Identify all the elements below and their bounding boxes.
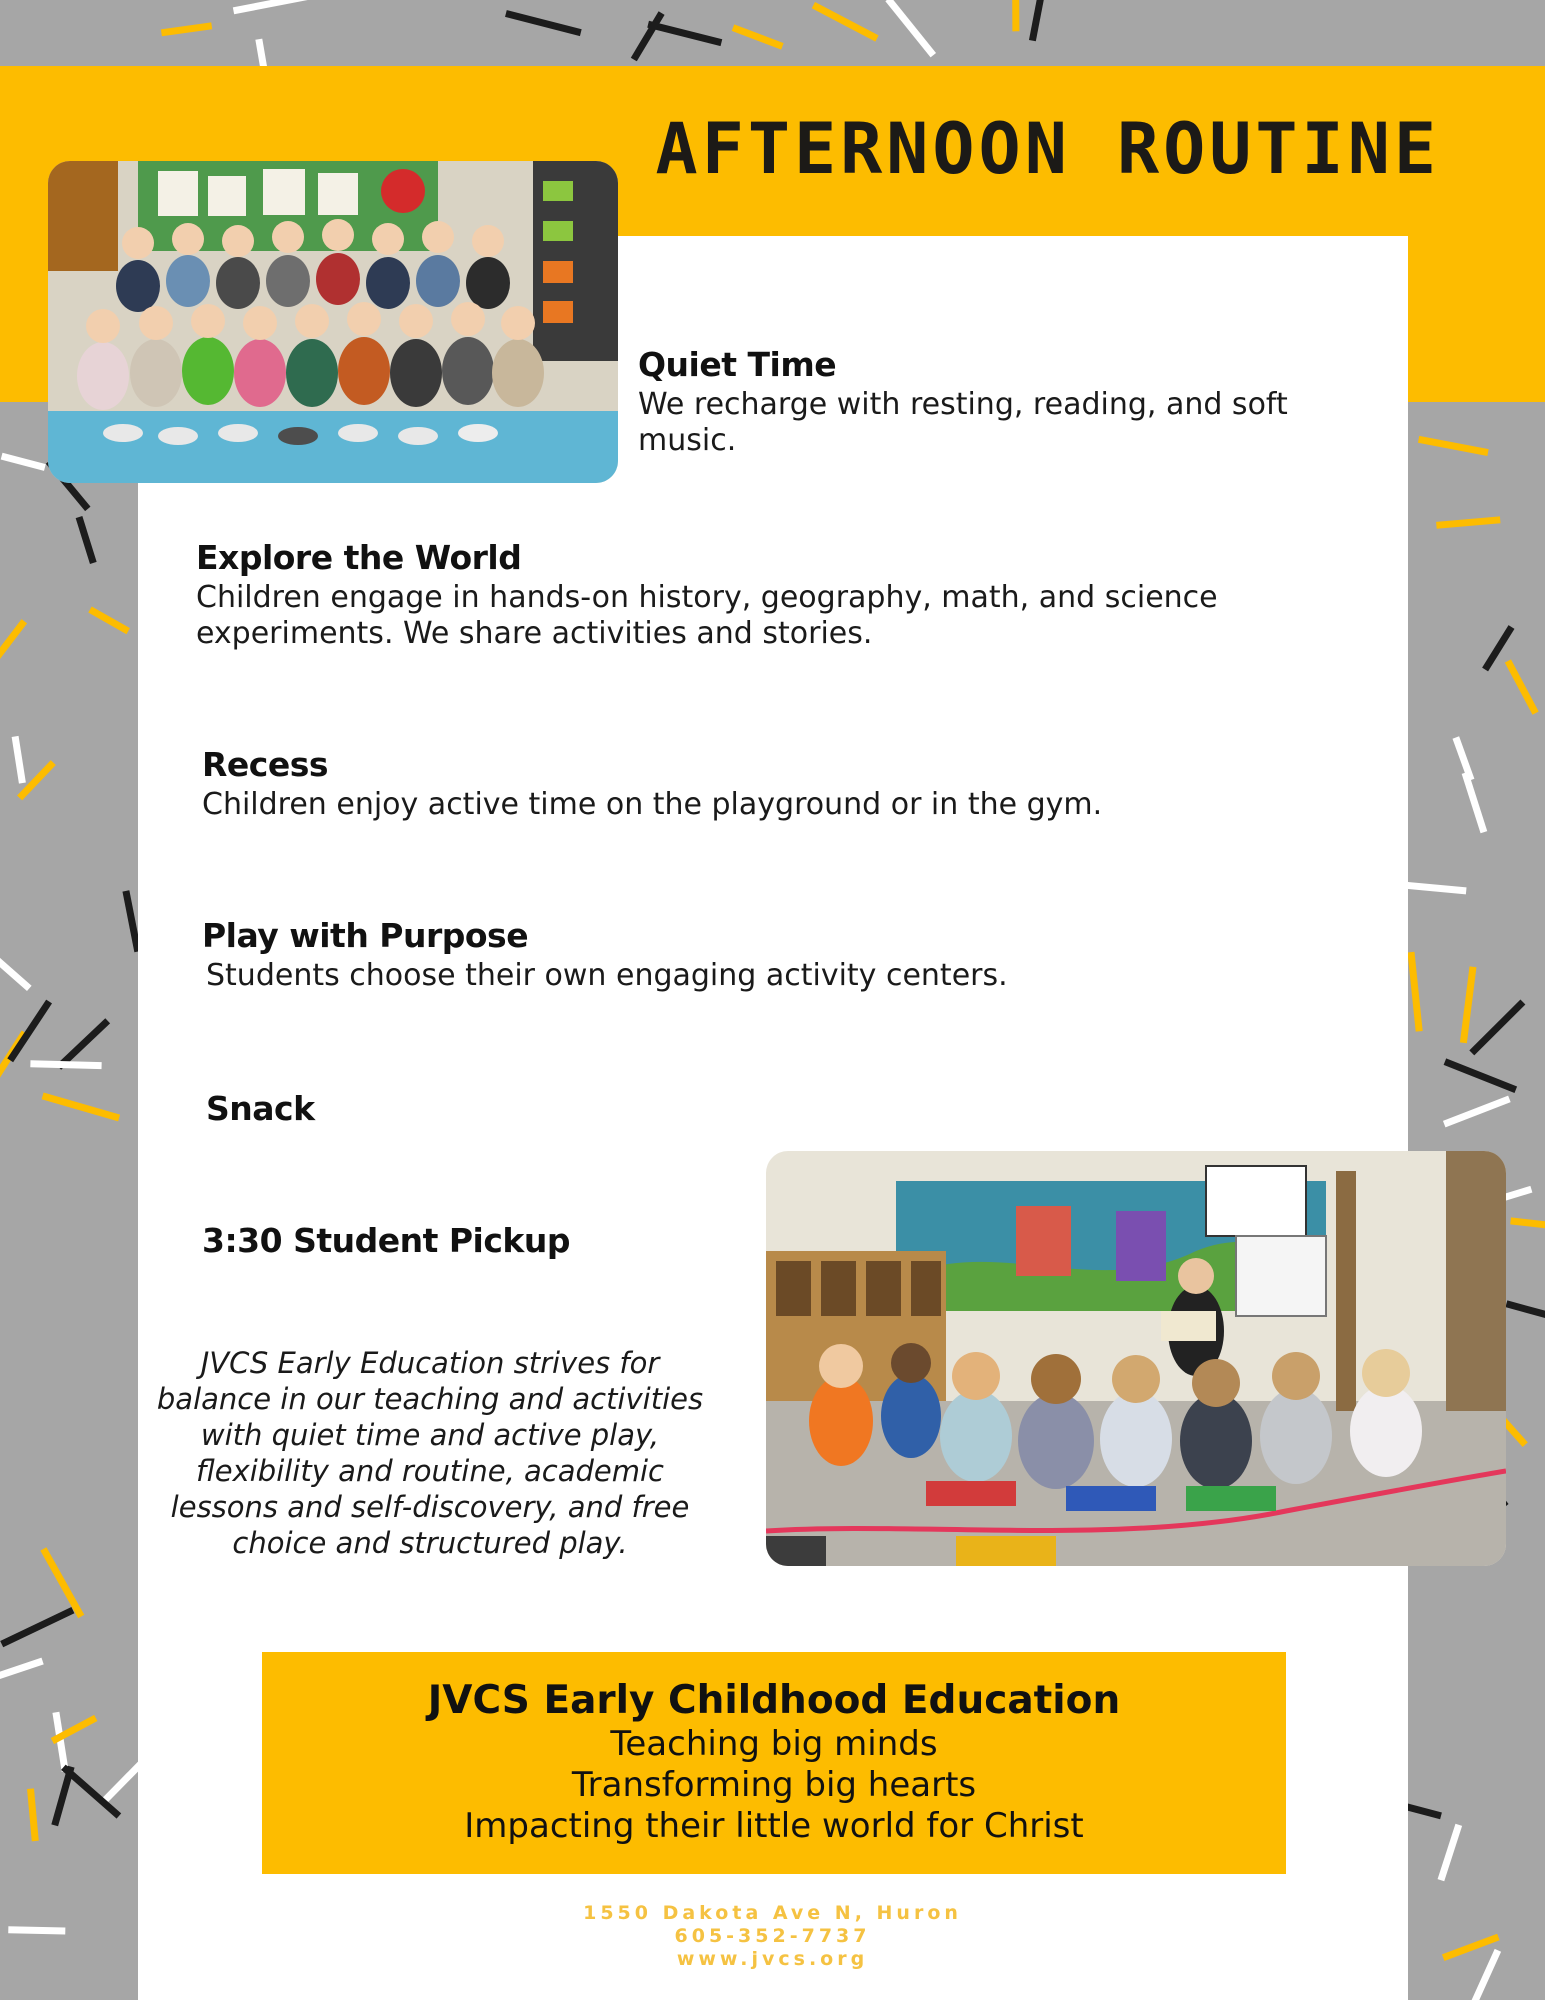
confetti-dash: [2, 1610, 73, 1644]
confetti-dash: [1436, 520, 1500, 526]
confetti-dash: [1445, 1062, 1516, 1090]
confetti-dash: [1419, 439, 1488, 452]
address: 1550 Dakota Ave N, Huron: [583, 1902, 962, 1924]
confetti-dash: [1032, 0, 1044, 41]
routine-item-play-with-purpose: [202, 916, 1352, 994]
class-group-photo: [48, 161, 618, 483]
confetti-dash: [2, 456, 45, 467]
routine-item-student-pickup: [202, 1221, 802, 1261]
confetti-dash: [1401, 885, 1466, 891]
confetti-dash: [10, 1002, 49, 1061]
confetti-dash: [1511, 1221, 1545, 1227]
confetti-dash: [234, 0, 312, 11]
confetti-dash: [126, 891, 138, 952]
confetti-dash: [0, 621, 24, 676]
routine-description: Students choose their own engaging activity centers.: [206, 958, 1008, 993]
routine-description: Children enjoy active time on the playground or in the gym.: [202, 787, 1103, 822]
routine-item-recess: [202, 745, 1352, 823]
confetti-dash: [634, 13, 662, 59]
confetti-dash: [506, 14, 581, 33]
confetti-dash: [648, 24, 721, 43]
routine-item-quiet-time: [638, 345, 1338, 459]
confetti-dash: [161, 26, 211, 33]
organization-name: JVCS Early Childhood Education: [427, 1678, 1121, 1723]
confetti-dash: [15, 736, 22, 783]
confetti-dash: [888, 0, 933, 55]
routine-item-explore-the-world: [196, 538, 1346, 652]
story-time-photo: [766, 1151, 1506, 1566]
confetti-dash: [1465, 773, 1484, 832]
tagline: Teaching big minds: [610, 1724, 938, 1764]
confetti-dash: [1506, 1304, 1545, 1317]
confetti-dash: [1472, 1002, 1523, 1053]
page-title: AFTERNOON ROUTINE: [655, 108, 1440, 190]
confetti-dash: [813, 5, 877, 38]
confetti-dash: [1463, 967, 1473, 1043]
tagline: Impacting their little world for Christ: [464, 1806, 1084, 1846]
confetti-dash: [0, 952, 29, 988]
contact-info: [0, 1902, 1545, 1971]
confetti-dash: [1441, 1825, 1459, 1880]
confetti-dash: [90, 610, 128, 632]
confetti-dash: [31, 1789, 36, 1841]
routine-item-snack: [206, 1089, 806, 1129]
confetti-dash: [30, 1064, 101, 1066]
confetti-dash: [1411, 952, 1419, 1031]
tagline: Transforming big hearts: [571, 1765, 977, 1805]
routine-heading: 3:30 Student Pickup: [202, 1221, 570, 1260]
website-link[interactable]: www.jvcs.org: [676, 1948, 869, 1970]
confetti-dash: [43, 1096, 120, 1118]
phone: 605-352-7737: [674, 1925, 871, 1947]
philosophy-quote: JVCS Early Education strives for balance in our teaching and activities with quiet time and active play, flexibility and routine, academic lessons and self-discovery, and free choice and structured play.: [156, 1346, 704, 1560]
routine-heading: Snack: [206, 1089, 315, 1128]
confetti-dash: [79, 517, 93, 563]
routine-description: Children engage in hands-on history, geography, math, and science experiments. We share activities and stories.: [196, 580, 1218, 651]
footer-banner: [262, 1652, 1286, 1874]
confetti-dash: [733, 28, 782, 47]
routine-heading: Explore the World: [196, 538, 522, 577]
confetti-dash: [0, 1661, 43, 1678]
routine-heading: Play with Purpose: [202, 916, 529, 955]
routine-heading: Recess: [202, 745, 329, 784]
confetti-dash: [43, 1549, 81, 1617]
routine-description: We recharge with resting, reading, and soft music.: [638, 387, 1288, 458]
confetti-dash: [59, 1021, 108, 1067]
confetti-dash: [1444, 1099, 1509, 1124]
routine-heading: Quiet Time: [638, 345, 837, 384]
confetti-dash: [1508, 661, 1536, 713]
